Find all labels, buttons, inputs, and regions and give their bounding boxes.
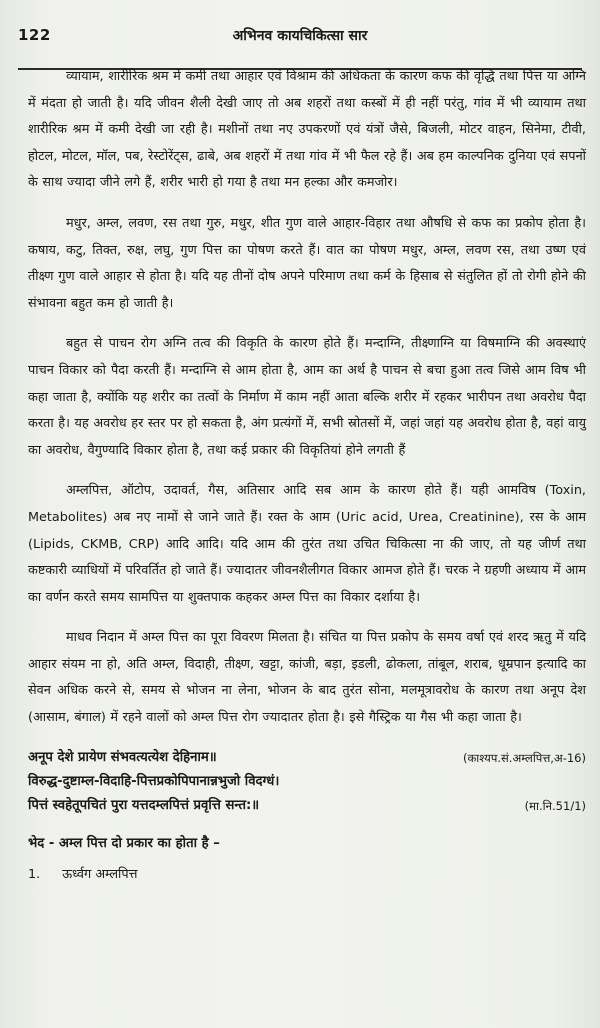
- verse-text: अनूप देशे प्रायेण संभवत्यत्येश देहिनाम॥: [28, 749, 217, 765]
- list-number: 1.: [28, 866, 41, 882]
- page-header: [10, 22, 590, 52]
- section-heading: भेद - अम्ल पित्त दो प्रकार का होता है –: [28, 835, 220, 851]
- paragraph: व्यायाम, शारीरिक श्रम में कमी तथा आहार एवं विश्राम की अधिकता के कारण कफ की वृद्धि तथा पित्त या अग्नि में मंदता हो जाती है। यदि जीवन शैली देखी जाए तो अब शहरों तथा कस्बों में ही नहीं परंतु, गांव में भी व्यायाम तथा शारीरिक श्रम में कमी देखी जा रही है। मशीनों तथा नए उपकरणों एवं यंत्रों जैसे, बिजली, मोटर वाहन, सिनेमा, टीवी, होटल, मोटल, मॉल, पब, रेस्टोरेंट्स, ढाबे, अब शहरों में तथा गांव में भी फैल रहे हैं। अब हम काल्पनिक दुनिया एवं सपनों के साथ ज्यादा जीने लगे हैं, शरीर भारी हो गया है तथा मन हल्का और कमजोर।: [28, 69, 586, 191]
- sanskrit-verse: [28, 746, 586, 818]
- paragraph: मधुर, अम्ल, लवण, रस तथा गुरु, मधुर, शीत गुण वाले आहार-विहार तथा औषधि से कफ का प्रकोप होता है। कषाय, कटु, तिक्त, रुक्ष, लघु, गुण पित्त का पोषण करते हैं। वात का पोषण मधुर, अम्ल, लवण रस, तथा उष्ण एवं तीक्ष्ण गुण वाले आहार से होता है। यदि यह तीनों दोष अपने परिमाण तथा कर्म के हिसाब से संतुलित हों तो रोगी होने की संभावना बहुत कम हो जाती है।: [28, 215, 586, 311]
- verse-line: [28, 746, 586, 770]
- verse-line: [28, 770, 586, 794]
- verse-text: पित्तं स्वहेतूपचितं पुरा यत्तदम्लपित्तं प्रवृत्ति सन्त:॥: [28, 797, 260, 813]
- running-title: अभिनव कायचिकित्सा सार: [232, 28, 368, 44]
- page-body: [28, 64, 586, 886]
- paragraph: बहुत से पाचन रोग अग्नि तत्व की विकृति के कारण होते हैं। मन्दाग्नि, तीक्ष्णाग्नि या विषमाग्नि की अवस्थाएं पाचन विकार को पैदा करती हैं। मन्दाग्नि से आम होता है, आम का अर्थ है पाचन से बचा हुआ तत्व जिसे आम विष भी कहा जाता है, क्योंकि यह शरीर का तत्वों के निर्माण में काम नहीं आता बल्कि शरीर में रहकर भारीपन तथा अवरोध पैदा करता है। यह अवरोध हर स्तर पर हो सकता है, अंग प्रत्यंगों में, सभी स्रोतसों में, जहां जहां यह अवरोध होता है, वहां वायु का अवरोध, वैगुण्यादि विकार होता है, तथा कई प्रकार की विकृतियां होने लगती हैं: [28, 336, 586, 458]
- list-text: ऊर्ध्वग अम्लपित्त: [62, 866, 138, 882]
- verse-line: [28, 794, 586, 818]
- verse-citation: (काश्यप.सं.अम्लपित्त,अ-16): [462, 750, 586, 765]
- verse-text: विरुद्ध-दुष्टाम्ल-विदाहि-पित्तप्रकोपिपानान्नभुजो विदग्धं।: [28, 773, 280, 789]
- verse-citation: (मा.नि.51/1): [524, 798, 586, 813]
- paragraph: अम्लपित्त, ऑटोप, उदावर्त, गैस, अतिसार आदि सब आम के कारण होते हैं। यही आमविष (Toxin, Metabolites) अब नए नामों से जाने जाते हैं। रक्त के आम (Uric acid, Urea, Creatinine), रस के आम (Lipids, CKMB, CRP) आदि आदि। यदि आम की तुरंत तथा उचित चिकित्सा ना की जाए, तो यह जीर्ण तथा कष्टकारी व्याधियों में परिवर्तित हो जाते हैं। ज्यादातर जीवनशैलीगत विकार आमज होते हैं। चरक ने ग्रहणी अध्याय में आम का वर्णन करते समय सामपित्त या शुक्तपाक कहकर अम्ल पित्त का विकार दर्शाया है।: [28, 483, 586, 605]
- list-item: [28, 864, 586, 886]
- paragraph: माधव निदान में अम्ल पित्त का पूरा विवरण मिलता है। संचित या पित्त प्रकोप के समय वर्षा एवं शरद ऋतु में यदि आहार संयम ना हो, अति अम्ल, विदाही, तीक्ष्ण, खट्टा, कांजी, बड़ा, इडली, ढोकला, तांबूल, शराब, धूम्रपान इत्यादि का सेवन अधिक करने से, समय से भोजन ना लेना, भोजन के बाद तुरंत सोना, मलमूत्रावरोध के कारण तथा अनूप देश (आसाम, बंगाल) में रहने वालों को अम्ल पित्त रोग ज्यादातर होता है। इसे गैस्ट्रिक या गैस भी कहा जाता है।: [28, 630, 586, 726]
- page-number: 122: [18, 26, 51, 44]
